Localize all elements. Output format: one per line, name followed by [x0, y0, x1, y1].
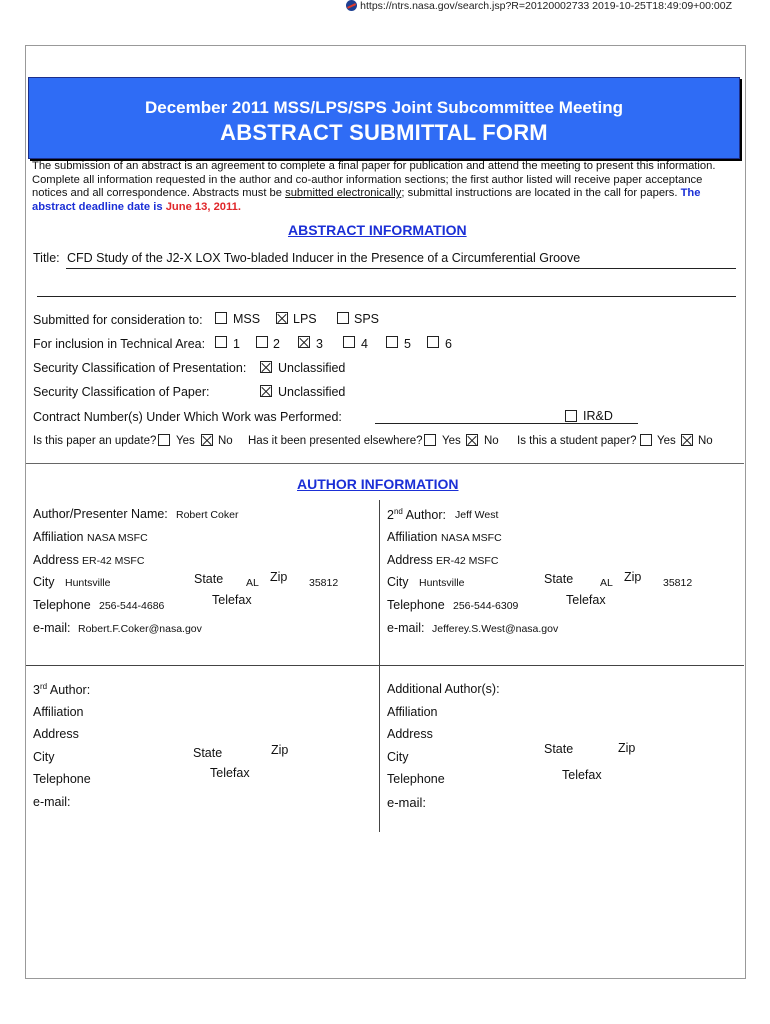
- author1-affiliation-field[interactable]: NASA MSFC: [87, 532, 148, 544]
- second-author-text: Author:: [405, 508, 446, 523]
- lps-checkbox[interactable]: [276, 312, 288, 324]
- author3-address-label: Address: [33, 727, 79, 741]
- third-author-text: Author:: [49, 683, 91, 698]
- additional-authors-label: Additional Author(s):: [387, 682, 500, 696]
- author2-state-label: State: [544, 572, 574, 586]
- author-row-divider: [26, 665, 744, 666]
- author1-address-field[interactable]: ER-42 MSFC: [82, 555, 145, 567]
- second-author-num: 2: [387, 508, 394, 523]
- author2-telephone-field[interactable]: 256-544-6309: [453, 600, 519, 612]
- author2-email-label: e-mail:: [387, 621, 425, 635]
- author2-zip-label: Zip: [624, 570, 642, 584]
- presenter-name-field[interactable]: Robert Coker: [176, 509, 239, 521]
- intro-paragraph: [32, 160, 732, 214]
- intro-text-2: ; submittal instructions are located in the call for papers.: [401, 187, 681, 200]
- student-yes-checkbox[interactable]: [640, 434, 652, 446]
- additional-zip-label: Zip: [618, 741, 636, 755]
- nasa-logo-icon: [346, 0, 357, 11]
- author-column-divider-top: [379, 500, 380, 665]
- author-column-divider-bottom: [379, 666, 380, 832]
- presented-question: Has it been presented elsewhere?: [248, 435, 423, 447]
- student-question: Is this a student paper?: [517, 435, 637, 447]
- author2-city-label: City: [387, 575, 409, 589]
- deadline-date: June 13, 2011.: [165, 200, 241, 213]
- mss-label: MSS: [233, 312, 261, 326]
- author3-email-label: e-mail:: [33, 795, 71, 809]
- area-1-label: 1: [233, 337, 240, 351]
- author3-telephone-label: Telephone: [33, 772, 91, 786]
- author1-telefax-label: Telefax: [212, 593, 252, 607]
- author1-telephone-label: Telephone: [33, 598, 91, 612]
- author1-state-field[interactable]: AL: [246, 577, 259, 589]
- form-title: ABSTRACT SUBMITTAL FORM: [220, 120, 548, 145]
- additional-affiliation-label: Affiliation: [387, 705, 438, 719]
- mss-checkbox[interactable]: [215, 312, 227, 324]
- second-author-sup: nd: [393, 507, 403, 516]
- presenter-name-label: Author/Presenter Name:: [33, 507, 168, 521]
- additional-address-label: Address: [387, 727, 433, 741]
- sps-checkbox[interactable]: [337, 312, 349, 324]
- author3-affiliation-label: Affiliation: [33, 705, 84, 719]
- title-underline: [66, 268, 736, 269]
- additional-email-label: e-mail:: [387, 795, 427, 810]
- author1-city-field[interactable]: Huntsville: [65, 577, 111, 589]
- author2-state-field[interactable]: AL: [600, 577, 613, 589]
- source-url-text: https://ntrs.nasa.gov/search.jsp?R=20120002733 2019-10-25T18:49:09+00:00Z: [360, 0, 732, 12]
- student-no-checkbox[interactable]: [681, 434, 693, 446]
- area-5-label: 5: [404, 337, 411, 351]
- student-yes-label: Yes: [657, 435, 676, 447]
- ird-label: IR&D: [583, 409, 613, 423]
- author2-city-field[interactable]: Huntsville: [419, 577, 465, 589]
- update-no-checkbox[interactable]: [201, 434, 213, 446]
- author1-affiliation-label: Affiliation: [33, 530, 84, 544]
- author1-address-label: Address: [33, 553, 79, 567]
- area-5-checkbox[interactable]: [386, 336, 398, 348]
- lps-label: LPS: [293, 312, 317, 326]
- presented-no-checkbox[interactable]: [466, 434, 478, 446]
- update-yes-checkbox[interactable]: [158, 434, 170, 446]
- author1-zip-field[interactable]: 35812: [309, 577, 339, 589]
- author1-email-label: e-mail:: [33, 621, 71, 635]
- author1-email-field[interactable]: Robert.F.Coker@nasa.gov: [78, 623, 202, 635]
- author2-address-label: Address: [387, 553, 433, 567]
- update-yes-label: Yes: [176, 435, 195, 447]
- additional-telefax-label: Telefax: [562, 768, 602, 782]
- author-info-heading: AUTHOR INFORMATION: [297, 476, 459, 492]
- abstract-info-heading: ABSTRACT INFORMATION: [288, 222, 467, 238]
- contract-label: Contract Number(s) Under Which Work was Performed:: [33, 410, 342, 424]
- section-divider: [26, 463, 744, 464]
- contract-field[interactable]: [375, 423, 638, 424]
- title-field[interactable]: CFD Study of the J2-X LOX Two-bladed Inducer in the Presence of a Circumferential Groove: [67, 251, 581, 265]
- update-question: Is this paper an update?: [33, 435, 157, 447]
- author2-affiliation-field[interactable]: NASA MSFC: [441, 532, 502, 544]
- additional-telephone-label: Telephone: [387, 772, 445, 786]
- student-no-label: No: [698, 435, 713, 447]
- area-4-label: 4: [361, 337, 368, 351]
- author1-state-label: State: [194, 572, 224, 586]
- third-author-num: 3: [33, 683, 40, 698]
- security-presentation-value: Unclassified: [278, 361, 346, 375]
- author2-affiliation-label: Affiliation: [387, 530, 438, 544]
- author1-city-label: City: [33, 575, 55, 589]
- title-underline-2: [37, 296, 736, 297]
- unclassified-presentation-checkbox[interactable]: [260, 361, 272, 373]
- author1-telephone-field[interactable]: 256-544-4686: [99, 600, 165, 612]
- technical-area-label: For inclusion in Technical Area:: [33, 337, 206, 351]
- source-url: [346, 0, 732, 12]
- intro-text-1: The submission of an abstract is an agreement to complete a final paper for publication and attend the meeting to present this information. Complete all information requested in the author and co-author information sections; the first author listed will receive paper acceptance notices and all correspondence. Abstracts must be: [32, 160, 716, 200]
- deadline-label: The abstract deadline date is: [32, 187, 701, 213]
- area-4-checkbox[interactable]: [343, 336, 355, 348]
- security-presentation-label: Security Classification of Presentation:: [33, 361, 247, 375]
- presented-no-label: No: [484, 435, 499, 447]
- presented-yes-checkbox[interactable]: [424, 434, 436, 446]
- area-3-checkbox[interactable]: [298, 336, 310, 348]
- area-6-label: 6: [445, 337, 452, 351]
- additional-city-label: City: [387, 750, 409, 764]
- security-paper-label: Security Classification of Paper:: [33, 385, 210, 399]
- second-author-label: [387, 507, 446, 522]
- security-paper-value: Unclassified: [278, 385, 346, 399]
- ird-checkbox[interactable]: [565, 410, 577, 422]
- additional-state-label: State: [544, 742, 574, 756]
- area-1-checkbox[interactable]: [215, 336, 227, 348]
- sps-label: SPS: [354, 312, 380, 326]
- presented-yes-label: Yes: [442, 435, 461, 447]
- third-author-label: [33, 682, 90, 697]
- intro-underlined: submitted electronically: [285, 187, 402, 200]
- author3-zip-label: Zip: [271, 743, 289, 757]
- author2-zip-field[interactable]: 35812: [663, 577, 693, 589]
- author3-city-label: City: [33, 750, 55, 764]
- form-banner: [28, 77, 740, 159]
- update-no-label: No: [218, 435, 233, 447]
- author3-telefax-label: Telefax: [210, 766, 250, 780]
- area-2-label: 2: [273, 337, 280, 351]
- author2-address-field[interactable]: ER-42 MSFC: [436, 555, 499, 567]
- meeting-title: December 2011 MSS/LPS/SPS Joint Subcommittee Meeting: [144, 98, 624, 117]
- title-label: Title:: [33, 251, 60, 265]
- author1-zip-label: Zip: [270, 570, 288, 584]
- area-6-checkbox[interactable]: [427, 336, 439, 348]
- author2-telefax-label: Telefax: [566, 593, 606, 607]
- unclassified-paper-checkbox[interactable]: [260, 385, 272, 397]
- area-3-label: 3: [316, 337, 323, 351]
- author3-state-label: State: [193, 746, 223, 760]
- author2-email-field[interactable]: Jefferey.S.West@nasa.gov: [432, 623, 559, 635]
- author2-telephone-label: Telephone: [387, 598, 445, 612]
- third-author-sup: rd: [39, 682, 48, 691]
- author2-name-field[interactable]: Jeff West: [455, 509, 499, 521]
- area-2-checkbox[interactable]: [256, 336, 268, 348]
- submitted-label: Submitted for consideration to:: [33, 313, 203, 327]
